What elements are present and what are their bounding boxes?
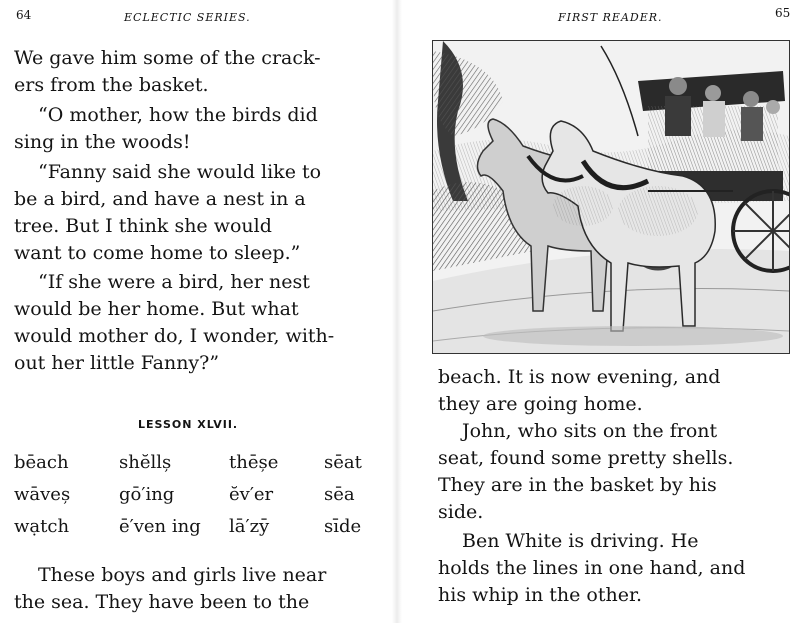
word-list-item: ĕv′er: [229, 484, 274, 505]
paragraph-line: would mother do, I wonder, with-: [14, 325, 335, 347]
word-list-item: bēach: [14, 452, 69, 473]
word-list-item: wāveș: [14, 484, 71, 505]
right-page: [405, 0, 803, 623]
paragraph-line: beach. It is now evening, and: [438, 366, 721, 388]
word-list-item: shĕllș: [119, 452, 172, 473]
carriage-illustration: [432, 40, 790, 354]
word-list-item: lā′zȳ: [229, 516, 270, 537]
paragraph-line: “O mother, how the birds did: [38, 104, 318, 126]
word-list-item: thēșe: [229, 452, 279, 473]
left-running-head: ECLECTIC SERIES.: [124, 11, 251, 24]
paragraph-line: ers from the basket.: [14, 74, 209, 96]
paragraph-line: the sea. They have been to the: [14, 591, 310, 613]
word-list-item: gō′ing: [119, 484, 175, 505]
paragraph-line: sing in the woods!: [14, 131, 191, 153]
paragraph-line: side.: [438, 501, 484, 523]
paragraph-line: They are in the basket by his: [438, 474, 717, 496]
left-page: [0, 0, 390, 623]
paragraph-line: Ben White is driving. He: [462, 530, 699, 552]
word-list-item: sēa: [324, 484, 355, 505]
paragraph-line: would be her home. But what: [14, 298, 299, 320]
word-list-item: sīde: [324, 516, 362, 537]
paragraph-line: These boys and girls live near: [38, 564, 327, 586]
paragraph-line: John, who sits on the front: [462, 420, 718, 442]
word-list-item: ē′ven ing: [119, 516, 201, 537]
paragraph-line: tree. But I think she would: [14, 215, 272, 237]
left-page-number: 64: [16, 8, 32, 22]
paragraph-line: be a bird, and have a nest in a: [14, 188, 306, 210]
right-running-head: FIRST READER.: [558, 11, 663, 24]
word-list-item: wạtch: [14, 516, 70, 537]
paragraph-line: seat, found some pretty shells.: [438, 447, 734, 469]
word-list-item: sēat: [324, 452, 362, 473]
paragraph-line: “If she were a bird, her nest: [38, 271, 310, 293]
paragraph-line: holds the lines in one hand, and: [438, 557, 746, 579]
right-page-number: 65: [775, 6, 791, 20]
paragraph-line: they are going home.: [438, 393, 643, 415]
lesson-title: LESSON XLVII.: [138, 418, 239, 431]
paragraph-line: out her little Fanny?”: [14, 352, 220, 374]
paragraph-line: his whip in the other.: [438, 584, 642, 606]
paragraph-line: “Fanny said she would like to: [38, 161, 322, 183]
paragraph-line: We gave him some of the crack-: [14, 47, 321, 69]
book-gutter: [392, 0, 402, 623]
paragraph-line: want to come home to sleep.”: [14, 242, 301, 264]
horses-carriage-engraving: [433, 41, 789, 353]
